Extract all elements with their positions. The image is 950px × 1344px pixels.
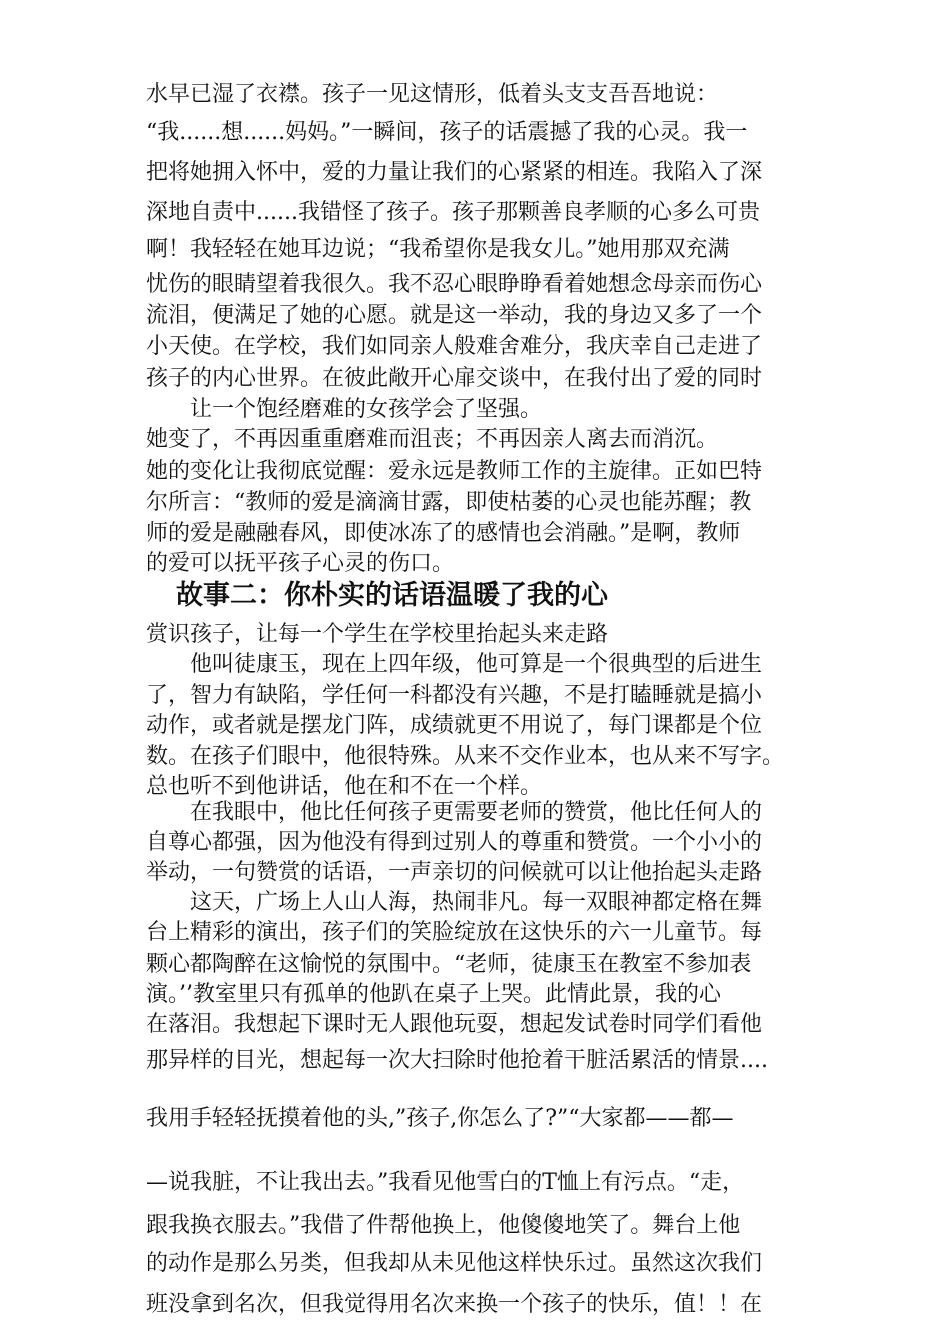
text-line: 孩子的内心世界。在彼此敞开心扉交谈中，在我付出了爱的同时 — [146, 366, 763, 391]
text-line: 了，智力有缺陷，学任何一科都没有兴趣，不是打瞌睡就是搞小 — [146, 683, 763, 708]
text-line: 他叫徒康玉，现在上四年级，他可算是一个很典型的后进生 — [190, 652, 763, 677]
text-line: 的动作是那么另类，但我却从未见他这样快乐过。虽然这次我们 — [146, 1251, 763, 1276]
text-line: 举动，一句赞赏的话语，一声亲切的问候就可以让他抬起头走路 — [146, 860, 763, 885]
text-line: 班没拿到名次，但我觉得用名次来换一个孩子的快乐，值！！在 — [146, 1292, 763, 1317]
text-line: 把将她拥入怀中，爱的力量让我们的心紧紧的相连。我陷入了深 — [146, 160, 763, 185]
text-line: 忧伤的眼睛望着我很久。我不忍心眼睁睁看着她想念母亲而伤心 — [146, 272, 763, 297]
text-line: 让一个饱经磨难的女孩学会了坚强。 — [190, 397, 543, 422]
text-line: 演。’’教室里只有孤单的他趴在桌子上哭。此情此景，我的心 — [146, 982, 721, 1007]
text-line: 数。在孩子们眼中，他很特殊。从来不交作业本，也从来不写字。 — [146, 744, 785, 769]
text-line: 她变了，不再因重重磨难而沮丧；不再因亲人离去而消沉。 — [146, 427, 719, 452]
text-line: 小天使。在学校，我们如同亲人般难舍难分，我庆幸自己走进了 — [146, 334, 763, 359]
text-line: 那异样的目光，想起每一次大扫除时他抢着干脏活累活的情景.... — [146, 1048, 768, 1073]
text-line: —说我脏，不让我出去。”我看见他雪白的T恤上有污点。“走， — [146, 1170, 745, 1195]
text-line: 水早已湿了衣襟。孩子一见这情形，低着头支支吾吾地说： — [146, 82, 719, 107]
text-line: 自尊心都强，因为他没有得到过别人的尊重和赞赏。一个小小的 — [146, 830, 763, 855]
text-line: 颗心都陶醉在这愉悦的氛围中。“老师，徒康玉在教室不参加表 — [146, 952, 752, 977]
text-line: 动作，或者就是摆龙门阵，成绩就更不用说了，每门课都是个位 — [146, 713, 763, 738]
text-line: 在我眼中，他比任何孩子更需要老师的赞赏，他比任何人的 — [190, 800, 763, 825]
text-line: 总也听不到他讲话，他在和不在一个样。 — [146, 774, 543, 799]
text-line: 尔所言：“教师的爱是滴滴甘露，即使枯萎的心灵也能苏醒；教 — [146, 490, 752, 515]
text-line: 台上精彩的演出，孩子们的笑脸绽放在这快乐的六一儿童节。每 — [146, 920, 763, 945]
text-line: 流泪，便满足了她的心愿。就是这一举动，我的身边又多了一个 — [146, 303, 763, 328]
text-line: 在落泪。我想起下课时无人跟他玩耍，想起发试卷时同学们看他 — [146, 1012, 763, 1037]
text-line: “我......想......妈妈。”一瞬间，孩子的话震撼了我的心灵。我一 — [146, 120, 748, 145]
text-line: 深地自责中......我错怪了孩子。孩子那颗善良孝顺的心多么可贵 — [146, 200, 760, 225]
text-line: 啊！我轻轻在她耳边说；“我希望你是我女儿。”她用那双充满 — [146, 237, 730, 262]
section-heading: 故事二：你朴实的话语温暖了我的心 — [176, 580, 608, 611]
text-line: 的爱可以抚平孩子心灵的伤口。 — [146, 551, 455, 576]
text-line: 赏识孩子，让每一个学生在学校里抬起头来走路 — [146, 622, 609, 647]
text-line: 跟我换衣服去。”我借了件帮他换上，他傻傻地笑了。舞台上他 — [146, 1213, 741, 1238]
text-line: 我用手轻轻抚摸着他的头,”孩子,你怎么了?”“大家都——都— — [146, 1106, 734, 1131]
text-line: 她的变化让我彻底觉醒：爱永远是教师工作的主旋律。正如巴特 — [146, 459, 763, 484]
text-line: 这天，广场上人山人海，热闹非凡。每一双眼神都定格在舞 — [190, 890, 763, 915]
text-line: 师的爱是融融春风，即使冰冻了的感情也会消融。”是啊，教师 — [146, 521, 741, 546]
